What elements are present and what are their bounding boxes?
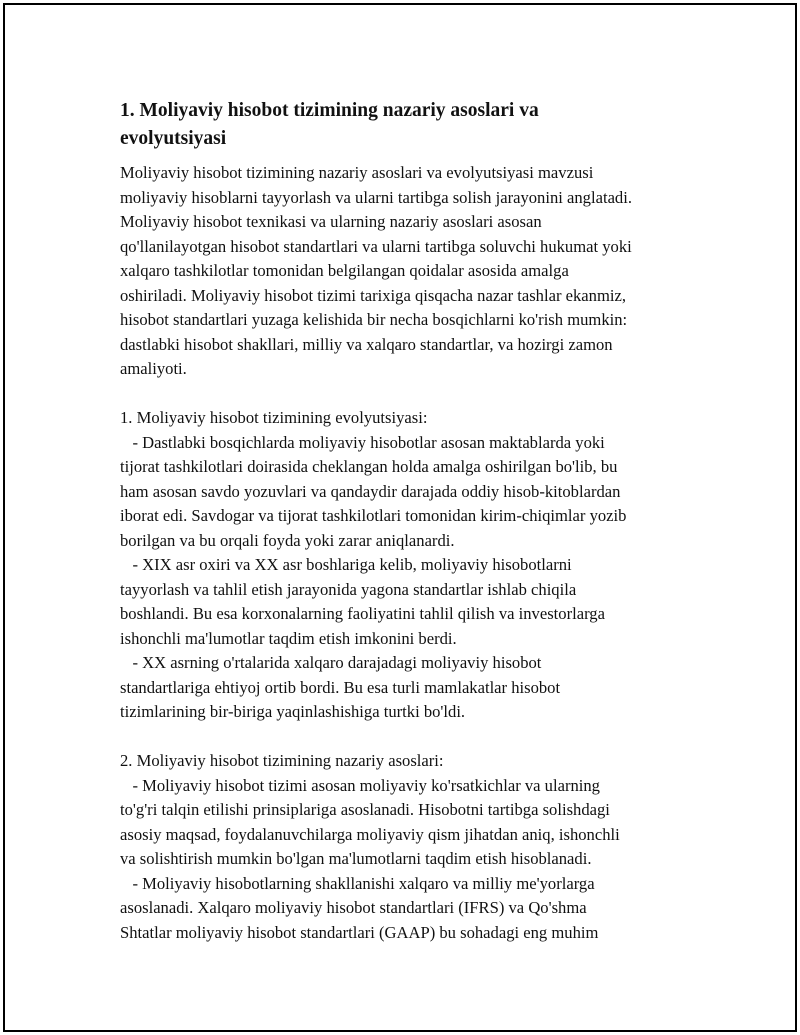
paragraph-gap <box>120 725 700 750</box>
text-line: tijorat tashkilotlari doirasida cheklangan holda amalga oshirilgan bo'lib, bu <box>120 457 618 476</box>
page-frame <box>3 3 797 1032</box>
text-line: - Dastlabki bosqichlarda moliyaviy hisobotlar asosan maktablarda yoki <box>120 432 605 452</box>
text-line: - XIX asr oxiri va XX asr boshlariga kelib, moliyaviy hisobotlarni <box>120 555 572 574</box>
text-line: standartlariga ehtiyoj ortib bordi. Bu esa turli mamlakatlar hisobot <box>120 677 561 697</box>
section-heading <box>120 97 700 153</box>
text-line: - XX asrning o'rtalarida xalqaro darajadagi moliyaviy hisobot <box>120 653 542 672</box>
text-line: borilgan va bu orqali foyda yoki zarar aniqlanardi. <box>120 530 455 550</box>
text-line: ham asosan savdo yozuvlari va qandaydir darajada oddiy hisob-kitoblardan <box>120 481 621 501</box>
text-line: tizimlarining bir-biriga yaqinlashishiga turtki bo'ldi. <box>120 702 466 721</box>
evolution-section <box>120 406 700 725</box>
text-line: Shtatlar moliyaviy hisobot standartlari (GAAP) bu sohadagi eng muhim <box>120 922 599 942</box>
text-line: amaliyoti. <box>120 359 187 378</box>
intro-paragraph <box>120 161 700 382</box>
text-line: ishonchli ma'lumotlar taqdim etish imkonini berdi. <box>120 628 457 648</box>
text-line: 1. Moliyaviy hisobot tizimining evolyutsiyasi: <box>120 408 428 427</box>
paragraph-gap <box>120 382 700 407</box>
text-line: moliyaviy hisoblarni tayyorlash va ularni tartibga solish jarayonini anglatadi. <box>120 187 632 207</box>
text-line: to'g'ri talqin etilishi prinsiplariga asoslanadi. Hisobotni tartibga solishdagi <box>120 800 610 819</box>
text-line: Moliyaviy hisobot texnikasi va ularning nazariy asoslari asosan <box>120 212 542 231</box>
text-line: asosiy maqsad, foydalanuvchilarga moliyaviy qism jihatdan aniq, ishonchli <box>120 824 620 844</box>
text-line: - Moliyaviy hisobot tizimi asosan moliyaviy ko'rsatkichlar va ularning <box>120 775 600 795</box>
heading-line: evolyutsiyasi <box>120 128 227 149</box>
document-body <box>120 97 700 945</box>
theory-section <box>120 749 700 945</box>
text-line: 2. Moliyaviy hisobot tizimining nazariy asoslari: <box>120 751 444 770</box>
text-line: boshlandi. Bu esa korxonalarning faoliyatini tahlil qilish va investorlarga <box>120 604 605 623</box>
text-line: hisobot standartlari yuzaga kelishida bir necha bosqichlarni ko'rish mumkin: <box>120 310 628 329</box>
text-line: va solishtirish mumkin bo'lgan ma'lumotlarni taqdim etish hisoblanadi. <box>120 849 592 868</box>
text-line: Moliyaviy hisobot tizimining nazariy asoslari va evolyutsiyasi mavzusi <box>120 163 594 182</box>
text-line: - Moliyaviy hisobotlarning shakllanishi xalqaro va milliy me'yorlarga <box>120 873 595 893</box>
text-line: tayyorlash va tahlil etish jarayonida yagona standartlar ishlab chiqila <box>120 579 577 599</box>
text-line: asoslanadi. Xalqaro moliyaviy hisobot standartlari (IFRS) va Qo'shma <box>120 898 587 917</box>
text-line: oshiriladi. Moliyaviy hisobot tizimi tarixiga qisqacha nazar tashlar ekanmiz, <box>120 285 626 305</box>
text-line: xalqaro tashkilotlar tomonidan belgilangan qoidalar asosida amalga <box>120 261 569 280</box>
text-line: qo'llanilayotgan hisobot standartlari va ularni tartibga soluvchi hukumat yoki <box>120 236 632 256</box>
text-line: dastlabki hisobot shakllari, milliy va xalqaro standartlar, va hozirgi zamon <box>120 334 613 354</box>
text-line: iborat edi. Savdogar va tijorat tashkilotlari tomonidan kirim-chiqimlar yozib <box>120 506 627 525</box>
heading-line: 1. Moliyaviy hisobot tizimining nazariy asoslari va <box>120 100 539 121</box>
